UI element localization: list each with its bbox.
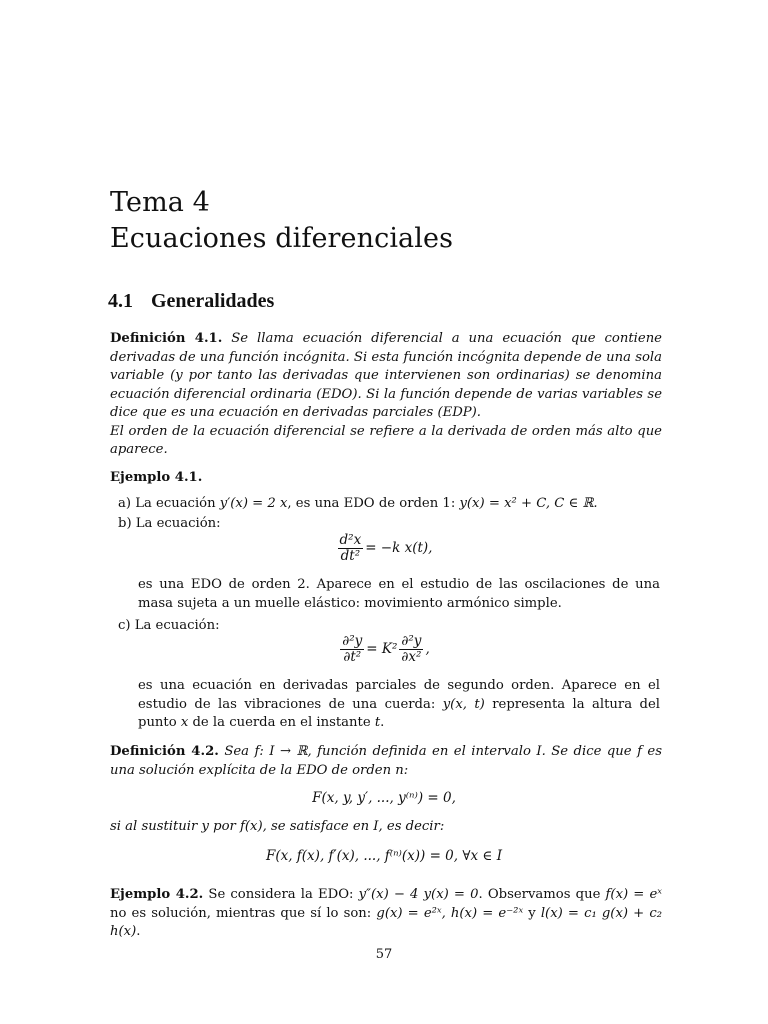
chapter-title: Ecuaciones diferenciales (110, 223, 454, 254)
example-item-a: a) La ecuación y′(x) = 2 x, es una EDO de orden 1: y(x) = x² + C, C ∈ ℝ. (118, 496, 598, 511)
definition-4-2 (110, 743, 662, 780)
definition-label: Definición 4.1. (110, 331, 223, 346)
equation-wave: $\frac{\text{∂²y}}{\text{∂t²}}$ = K² $\frac{\text{∂²y}}{\text{∂x²}}$ , (342, 633, 430, 665)
equation-edo-general: F(x, y, y′, ..., y⁽ⁿ⁾) = 0, (312, 790, 456, 806)
definition-text-2: El orden de la ecuación diferencial se refiere a la derivada de orden más alto que aparece. (110, 423, 662, 457)
section-title: Generalidades (151, 290, 275, 312)
definition-text: Se llama ecuación diferencial a una ecuación que contiene derivadas de una función incógnita. Si esta función incógnita depende de una sola variable (y por tanto las derivadas que intervienen son ordinarias) se denomina ecuación diferencial ordinaria (EDO). Si la función depende de varias variables se dice que es una ecuación en derivadas parciales (EDP). (110, 331, 662, 420)
example-4-1-label: Ejemplo 4.1. (110, 470, 203, 485)
section-heading (108, 290, 274, 313)
definition-4-1 (110, 330, 662, 460)
page-number: 57 (375, 947, 393, 962)
example-b-text: es una EDO de orden 2. Aparece en el estudio de las oscilaciones de una masa sujeta a un muelle elástico: movimiento armónico simple. (138, 577, 660, 611)
definition-4-2-text-2: si al sustituir y por f(x), se satisface en I, es decir: (110, 819, 445, 834)
section-number: 4.1 (108, 290, 133, 312)
definition-label: Definición 4.2. (110, 744, 219, 759)
example-item-c: c) La ecuación: (118, 618, 220, 633)
equation-explicit-solution: F(x, f(x), f′(x), ..., f⁽ⁿ⁾(x)) = 0, ∀x ∈ I (265, 848, 503, 864)
example-label: Ejemplo 4.2. (110, 887, 204, 902)
chapter-number: Tema 4 (110, 187, 210, 218)
example-item-b: b) La ecuación: (118, 516, 221, 531)
example-4-2: Ejemplo 4.2. Se considera la EDO: y″(x) − 4 y(x) = 0. Observamos que f(x) = eˣ no es solución, mientras que sí lo son: g(x) = e²ˣ, h(x) = e⁻²ˣ y l(x) = c₁ g(x) + c₂ h(x). (110, 887, 662, 939)
definition-text: Sea f: I → ℝ, función definida en el intervalo I. Se dice que f es una solución explícita de la EDO de orden n: (110, 744, 662, 778)
equation-harmonic: $\frac{\text{d²x}}{\text{dt²}}$ = −k x(t), (339, 532, 433, 564)
example-c-text: es una ecuación en derivadas parciales de segundo orden. Aparece en el estudio de las vibraciones de una cuerda: y(x, t) representa la altura del punto x de la cuerda en el instante t. (138, 678, 660, 730)
